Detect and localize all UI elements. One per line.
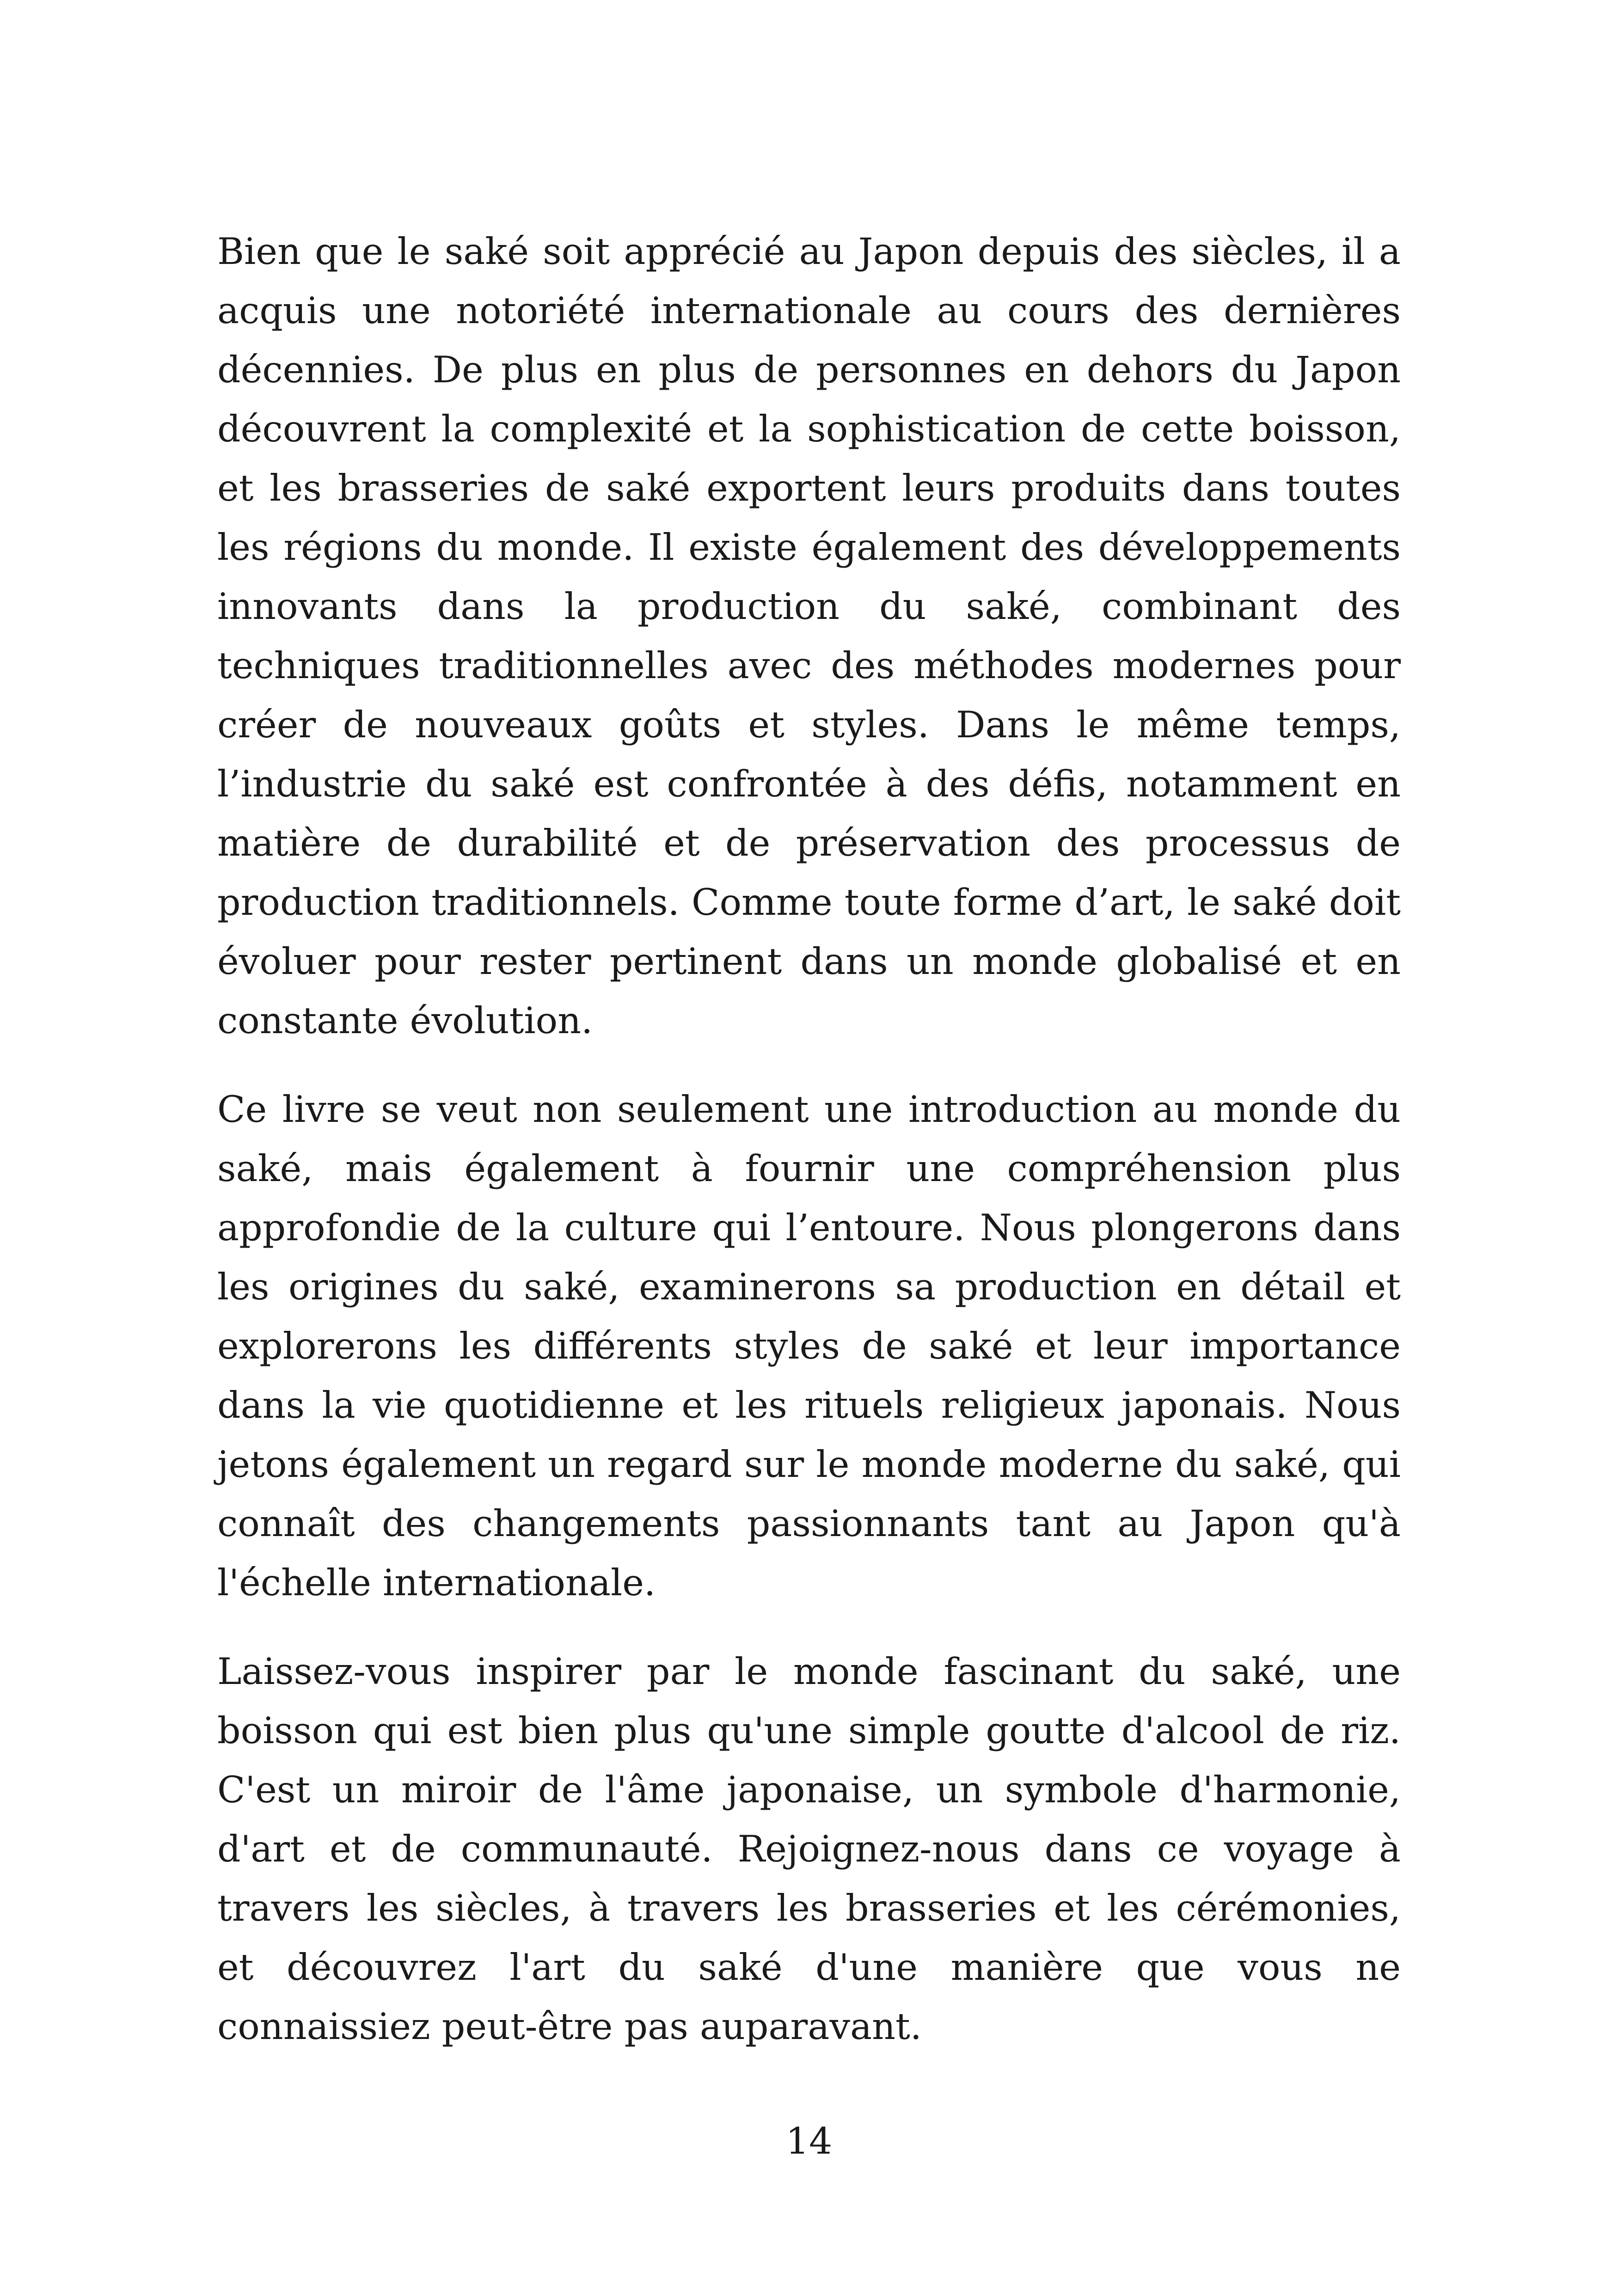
body-text	[217, 222, 1401, 2086]
page-number: 14	[785, 2120, 833, 2162]
paragraph-2: Ce livre se veut non seulement une introduction au monde du saké, mais également à fournir une compréhension plus approfondie de la culture qui l’entoure. Nous plongerons dans les origines du saké, examinerons sa production en détail et explorerons les différents styles de saké et leur importance dans la vie quotidienne et les rituels religieux japonais. Nous jetons également un regard sur le monde moderne du saké, qui connaît des changements passionnants tant au Japon qu'à l'échelle internationale.	[217, 1088, 1401, 1604]
paragraph-3: Laissez-vous inspirer par le monde fascinant du saké, une boisson qui est bien plus qu'une simple goutte d'alcool de riz. C'est un miroir de l'âme japonaise, un symbole d'harmonie, d'art et de communauté. Rejoignez-nous dans ce voyage à travers les siècles, à travers les brasseries et les cérémonies, et découvrez l'art du saké d'une manière que vous ne connaissiez peut-être pas auparavant.	[217, 1650, 1401, 2048]
paragraph-1: Bien que le saké soit apprécié au Japon depuis des siècles, il a acquis une notoriété internationale au cours des dernières décennies. De plus en plus de personnes en dehors du Japon découvrent la complexité et la sophistication de cette boisson, et les brasseries de saké exportent leurs produits dans toutes les régions du monde. Il existe également des développements innovants dans la production du saké, combinant des techniques traditionnelles avec des méthodes modernes pour créer de nouveaux goûts et styles. Dans le même temps, l’industrie du saké est confrontée à des défis, notamment en matière de durabilité et de préservation des processus de production traditionnels. Comme toute forme d’art, le saké doit évoluer pour rester pertinent dans un monde globalisé et en constante évolution.	[217, 230, 1401, 1042]
